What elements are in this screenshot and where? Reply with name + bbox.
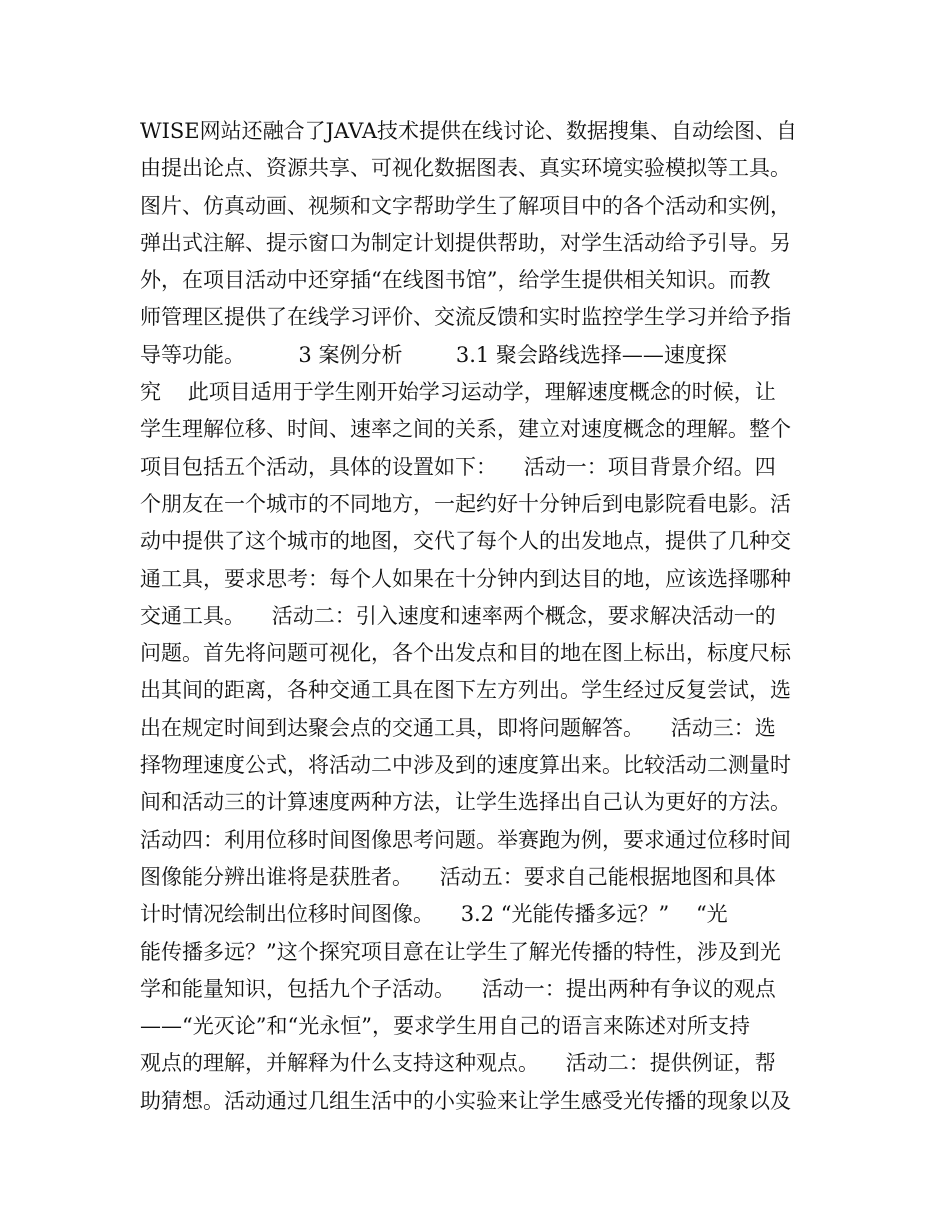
text-line-8: 究 此项目适用于学生刚开始学习运动学，理解速度概念的时候，让 <box>140 380 776 405</box>
text-line-19: 间和活动三的计算速度两种方法，让学生选择出自己认为更好的方法。 <box>140 790 791 815</box>
text-line-4: 弹出式注解、提示窗口为制定计划提供帮助，对学生活动给予引导。另 <box>140 230 791 255</box>
text-line-10: 项目包括五个活动，具体的设置如下： 活动一：项目背景介绍。四 <box>140 454 776 479</box>
text-line-22: 计时情况绘制出位移时间图像。 3.2 “光能传播多远？” “光 <box>140 902 728 927</box>
text-line-6: 师管理区提供了在线学习评价、交流反馈和实时监控学生学习并给予指 <box>140 305 791 330</box>
text-line-17: 出在规定时间到达聚会点的交通工具，即将问题解答。 活动三：选 <box>140 715 776 740</box>
text-line-2: 由提出论点、资源共享、可视化数据图表、真实环境实验模拟等工具。 <box>140 156 791 181</box>
text-line-20: 活动四：利用位移时间图像思考问题。举赛跑为例，要求通过位移时间 <box>140 827 791 852</box>
text-line-27: 助猜想。活动通过几组生活中的小实验来让学生感受光传播的现象以及 <box>140 1088 791 1113</box>
text-line-16: 出其间的距离，各种交通工具在图下左方列出。学生经过反复尝试，选 <box>140 678 791 703</box>
text-line-14: 交通工具。 活动二：引入速度和速率两个概念，要求解决活动一的 <box>140 603 776 628</box>
text-line-18: 择物理速度公式，将活动二中涉及到的速度算出来。比较活动二测量时 <box>140 753 791 778</box>
text-line-5: 外，在项目活动中还穿插“在线图书馆”，给学生提供相关知识。而教 <box>140 268 771 293</box>
text-line-1: WISE网站还融合了JAVA技术提供在线讨论、数据搜集、自动绘图、自 <box>140 119 798 143</box>
text-line-12: 动中提供了这个城市的地图，交代了每个人的出发地点，提供了几种交 <box>140 529 791 554</box>
text-line-15: 问题。首先将问题可视化，各个出发点和目的地在图上标出，标度尺标 <box>140 641 791 666</box>
text-line-21: 图像能分辨出谁将是获胜者。 活动五：要求自己能根据地图和具体 <box>140 864 776 889</box>
text-line-23: 能传播多远？”这个探究项目意在让学生了解光传播的特性，涉及到光 <box>140 939 781 964</box>
text-line-3: 图片、仿真动画、视频和文字帮助学生了解项目中的各个活动和实例， <box>140 193 791 218</box>
text-line-25: ——“光灭论”和“光永恒”，要求学生用自己的语言来陈述对所支持 <box>140 1014 750 1039</box>
text-line-11: 个朋友在一个城市的不同地方，一起约好十分钟后到电影院看电影。活 <box>140 491 791 516</box>
text-line-13: 通工具，要求思考：每个人如果在十分钟内到达目的地，应该选择哪种 <box>140 566 791 591</box>
text-line-24: 学和能量知识，包括九个子活动。 活动一：提出两种有争议的观点 <box>140 976 776 1001</box>
text-line-9: 学生理解位移、时间、速率之间的关系，建立对速度概念的理解。整个 <box>140 417 791 442</box>
text-line-7: 导等功能。 3 案例分析 3.1 聚会路线选择——速度探 <box>140 342 727 367</box>
text-line-26: 观点的理解，并解释为什么支持这种观点。 活动二：提供例证，帮 <box>140 1051 776 1076</box>
body-text <box>140 113 820 1120</box>
